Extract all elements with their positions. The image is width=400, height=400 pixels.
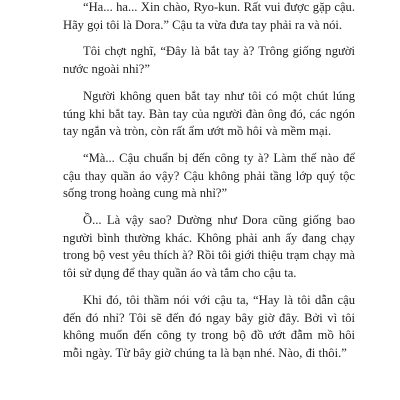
paragraph-6: Khi đó, tôi thầm nói với cậu ta, “Hay là tôi dẫn cậu đến đó nhỉ? Tôi sẽ đến đó ngay bây giờ đây. Bởi vì tôi không muốn đến công ty trong bộ đồ ướt đẫm mồ hôi mỗi ngày. Từ bây giờ chúng ta là bạn nhé. Nào, đi thôi.” <box>63 292 355 360</box>
paragraph-4: “Mà... Cậu chuẩn bị đến công ty à? Làm thế nào để cậu thay quần áo vậy? Cậu không phải tầng lớp quý tộc sống trong hoàng cung mà nhỉ?” <box>63 150 355 201</box>
paragraph-5: Ồ... Là vậy sao? Dường như Dora cũng giống bao người bình thường khác. Không phải anh ấy đang chạy trong bộ vest yêu thích à? Rồi tôi giới thiệu trạm chạy mà tôi sử dụng để thay quần áo và tắm cho cậu ta. <box>63 213 355 281</box>
paragraph-2: Tôi chợt nghĩ, “Đây là bắt tay à? Trông giống người nước ngoài nhỉ?” <box>63 44 355 77</box>
paragraph-3: Người không quen bắt tay như tôi có một chút lúng túng khi bắt tay. Bàn tay của người đàn ông đó, các ngón tay ngắn và tròn, còn rất ẩm ướt mồ hôi và mềm mại. <box>63 88 355 139</box>
paragraph-1: “Ha... ha... Xin chào, Ryo-kun. Rất vui được gặp cậu. Hãy gọi tôi là Dora.” Cậu ta vừa đưa tay phải ra và nói. <box>63 0 355 32</box>
book-page <box>63 0 355 400</box>
